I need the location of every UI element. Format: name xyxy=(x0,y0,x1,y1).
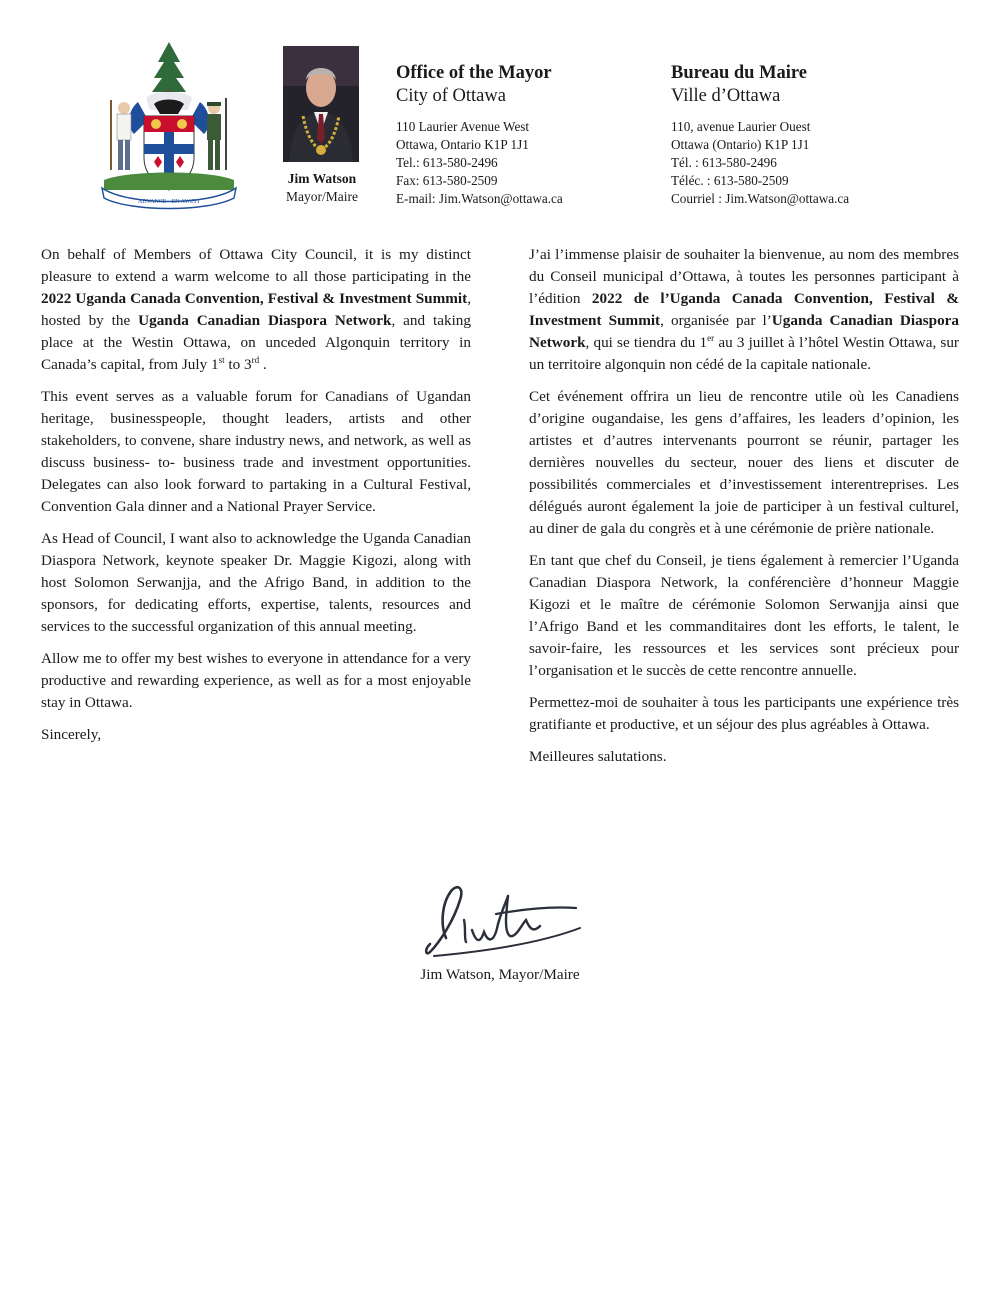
text-run: to 3 xyxy=(224,356,252,373)
mayor-portrait xyxy=(283,46,359,162)
text-run: , and taking place at the Westin Ottawa, on unceded Algonquin territory in Canada’s capital, from July 1 xyxy=(41,312,471,373)
address-line: Ottawa, Ontario K1P 1J1 xyxy=(396,137,529,152)
paragraph: This event serves as a valuable forum for Canadians of Ugandan heritage, businesspeople, thought leaders, artists and other stakeholders, to convene, share industry news, and network, as well as discuss business- to- business trade and investment opportunities. Delegates can also look forward to partaking in a Cultural Festival, Convention Gala dinner and a National Prayer Service. xyxy=(41,388,471,515)
office-subtitle-fr: Ville d’Ottawa xyxy=(671,86,781,106)
phone-line: Tel.: 613-580-2496 xyxy=(396,155,498,170)
office-title-en: Office of the Mayor xyxy=(396,63,552,83)
coat-of-arms-icon xyxy=(98,40,240,210)
organization-name: Uganda Canadian Diaspora Network xyxy=(529,312,959,351)
text-run: au 3 juillet à l’hôtel Westin Ottawa, sur un territoire algonquin non cédé de la capitale nationale. xyxy=(529,334,959,373)
address-line: 110, avenue Laurier Ouest xyxy=(671,119,811,134)
office-block-fr xyxy=(671,62,849,208)
email-line: Courriel : Jim.Watson@ottawa.ca xyxy=(671,191,850,206)
mayor-name: Jim Watson xyxy=(287,171,357,186)
portrait-image-icon xyxy=(283,46,359,162)
closing-fr: Meilleures salutations. xyxy=(529,748,667,765)
paragraph: Permettez-moi de souhaiter à tous les participants une expérience très gratifiante et productive, et un séjour des plus agréables à Ottawa. xyxy=(529,694,959,733)
office-address-en xyxy=(396,118,563,208)
letter-body-en xyxy=(41,244,471,756)
address-line: Ottawa (Ontario) K1P 1J1 xyxy=(671,137,810,152)
fax-line: Fax: 613-580-2509 xyxy=(396,173,498,188)
ordinal-suffix: rd xyxy=(251,355,260,365)
paragraph: En tant que chef du Conseil, je tiens également à remercier l’Uganda Canadian Diaspora Network, la conférencière d’honneur Maggie Kigozi et le maître de cérémonie Solomon Serwanjja ainsi que l’Afrigo Band et les commanditaires dont les efforts, le talent, le savoir-faire, les ressources et les services sont précieux pour l’organisation et le succès de cette rencontre annuelle. xyxy=(529,552,959,679)
text-run: , organisée par l’ xyxy=(660,312,772,329)
mayor-title: Mayor/Maire xyxy=(286,189,358,204)
fax-line: Téléc. : 613-580-2509 xyxy=(671,173,789,188)
text-run: . xyxy=(259,356,267,373)
event-name: 2022 Uganda Canada Convention, Festival & Investment Summit xyxy=(41,290,468,307)
signature-caption: Jim Watson, Mayor/Maire xyxy=(420,966,580,983)
text-run: , qui se tiendra du 1 xyxy=(585,334,708,351)
address-line: 110 Laurier Avenue West xyxy=(396,119,530,134)
office-title-fr: Bureau du Maire xyxy=(671,63,808,83)
event-name: 2022 de l’Uganda Canada Convention, Festival & Investment Summit xyxy=(529,290,959,329)
paragraph: As Head of Council, I want also to acknowledge the Uganda Canadian Diaspora Network, keynote speaker Dr. Maggie Kigozi, along with host Solomon Serwanjja, and the Afrigo Band, in addition to the sponsors, for dedicating efforts, expertise, talents, resources and services to the successful organization of this annual meeting. xyxy=(41,530,471,635)
paragraph xyxy=(529,244,959,376)
text-run: , hosted by the xyxy=(41,290,471,329)
office-subtitle-en: City of Ottawa xyxy=(396,86,506,106)
letter-body-fr xyxy=(529,244,959,778)
paragraph xyxy=(41,244,471,376)
office-address-fr xyxy=(671,118,849,208)
organization-name: Uganda Canadian Diaspora Network xyxy=(138,312,392,329)
text-run: J’ai l’immense plaisir de souhaiter la bienvenue, au nom des membres du Conseil municipal d’Ottawa, à toutes les personnes participant à l’édition xyxy=(529,246,959,307)
office-block-en xyxy=(396,62,563,208)
ordinal-suffix: st xyxy=(218,355,225,365)
text-run: On behalf of Members of Ottawa City Council, it is my distinct pleasure to extend a warm welcome to all those participating in the xyxy=(41,246,471,285)
email-line: E-mail: Jim.Watson@ottawa.ca xyxy=(396,191,563,206)
closing-en: Sincerely, xyxy=(41,726,102,743)
paragraph: Allow me to offer my best wishes to everyone in attendance for a very productive and rewarding experience, as well as for a most enjoyable stay in Ottawa. xyxy=(41,650,471,711)
ordinal-suffix: er xyxy=(707,333,715,343)
motto-text: ADVANCE · EN AVANT xyxy=(137,199,201,205)
signature-icon xyxy=(418,880,588,960)
phone-line: Tél. : 613-580-2496 xyxy=(671,155,777,170)
paragraph: Cet événement offrira un lieu de rencontre utile où les Canadiens d’origine ougandaise, les gens d’affaires, les leaders d’opinion, les artistes et d’autres intervenants pourront se réunir, partager les dernières nouvelles du secteur, nouer des liens et discuter de possibilités commerciales et d’investissement interentreprises. Les délégués auront également la joie de participer à un festival culturel, au diner de gala du congrès et à une cérémonie de prière nationale. xyxy=(529,388,959,537)
